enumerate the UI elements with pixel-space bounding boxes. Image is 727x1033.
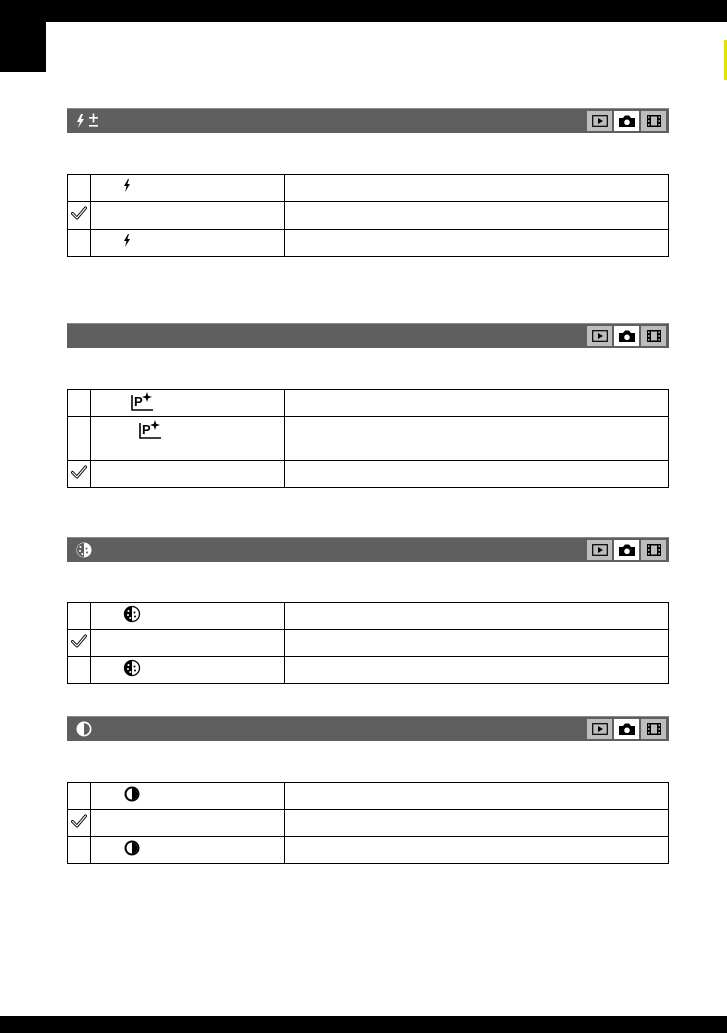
table-row[interactable] (68, 657, 669, 684)
camera-mode-icon (614, 540, 639, 560)
saturation-icon (75, 540, 93, 560)
description-cell (285, 461, 669, 488)
table-row[interactable] (68, 175, 669, 202)
table-row[interactable] (68, 783, 669, 810)
check-cell (68, 175, 91, 202)
mode-icons (587, 326, 666, 346)
check-mark-icon (71, 466, 87, 483)
table-row[interactable] (68, 461, 669, 488)
saturation-icon (123, 659, 141, 682)
check-cell (68, 390, 91, 417)
description-cell (285, 630, 669, 657)
check-mark-icon (71, 815, 87, 832)
table-row[interactable] (68, 202, 669, 230)
flash-icon (123, 234, 131, 252)
check-cell (68, 783, 91, 810)
description-cell (285, 657, 669, 684)
flash-level-icon (75, 111, 101, 131)
check-cell (68, 837, 91, 864)
description-cell (285, 837, 669, 864)
movie-mode-icon (641, 719, 666, 739)
camera-mode-icon (614, 111, 639, 131)
check-mark-icon (71, 635, 87, 652)
check-cell (68, 657, 91, 684)
contrast-table (67, 782, 669, 864)
flash-icon (123, 179, 131, 197)
table-row[interactable] (68, 230, 669, 257)
check-cell (68, 417, 91, 461)
contrast-icon (75, 719, 93, 739)
description-cell (285, 202, 669, 230)
table-row[interactable] (68, 390, 669, 417)
description-cell (285, 390, 669, 417)
saturation-icon (123, 605, 141, 628)
description-cell (285, 417, 669, 461)
check-cell (68, 603, 91, 630)
mode-icons (587, 540, 666, 560)
saturation-table (67, 602, 669, 684)
description-cell (285, 603, 669, 630)
playback-mode-icon (587, 326, 612, 346)
table-row[interactable] (68, 603, 669, 630)
section-header-picture-effect (67, 323, 669, 348)
contrast-icon (123, 785, 141, 808)
section-header-contrast (67, 716, 669, 741)
camera-mode-icon (614, 719, 639, 739)
top-bar (0, 0, 727, 22)
p-sparkle-icon (139, 419, 163, 444)
table-row[interactable] (68, 417, 669, 461)
contrast-icon (123, 839, 141, 862)
svg-text:P: P (134, 393, 143, 409)
table-row[interactable] (68, 810, 669, 837)
corner-tab (0, 22, 46, 72)
section-header-saturation (67, 537, 669, 562)
camera-mode-icon (614, 326, 639, 346)
playback-mode-icon (587, 540, 612, 560)
check-cell (68, 230, 91, 257)
movie-mode-icon (641, 111, 666, 131)
playback-mode-icon (587, 111, 612, 131)
description-cell (285, 230, 669, 257)
table-row[interactable] (68, 837, 669, 864)
svg-text:P: P (142, 422, 151, 437)
description-cell (285, 810, 669, 837)
description-cell (285, 175, 669, 202)
section-header-flash-level (67, 108, 669, 133)
playback-mode-icon (587, 719, 612, 739)
movie-mode-icon (641, 326, 666, 346)
table-row[interactable] (68, 630, 669, 657)
check-mark-icon (71, 207, 87, 224)
picture-effect-table (67, 389, 669, 488)
p-sparkle-icon (131, 391, 155, 416)
description-cell (285, 783, 669, 810)
movie-mode-icon (641, 540, 666, 560)
mode-icons (587, 111, 666, 131)
bottom-bar (0, 1016, 727, 1033)
mode-icons (587, 719, 666, 739)
flash-level-table (67, 174, 669, 257)
